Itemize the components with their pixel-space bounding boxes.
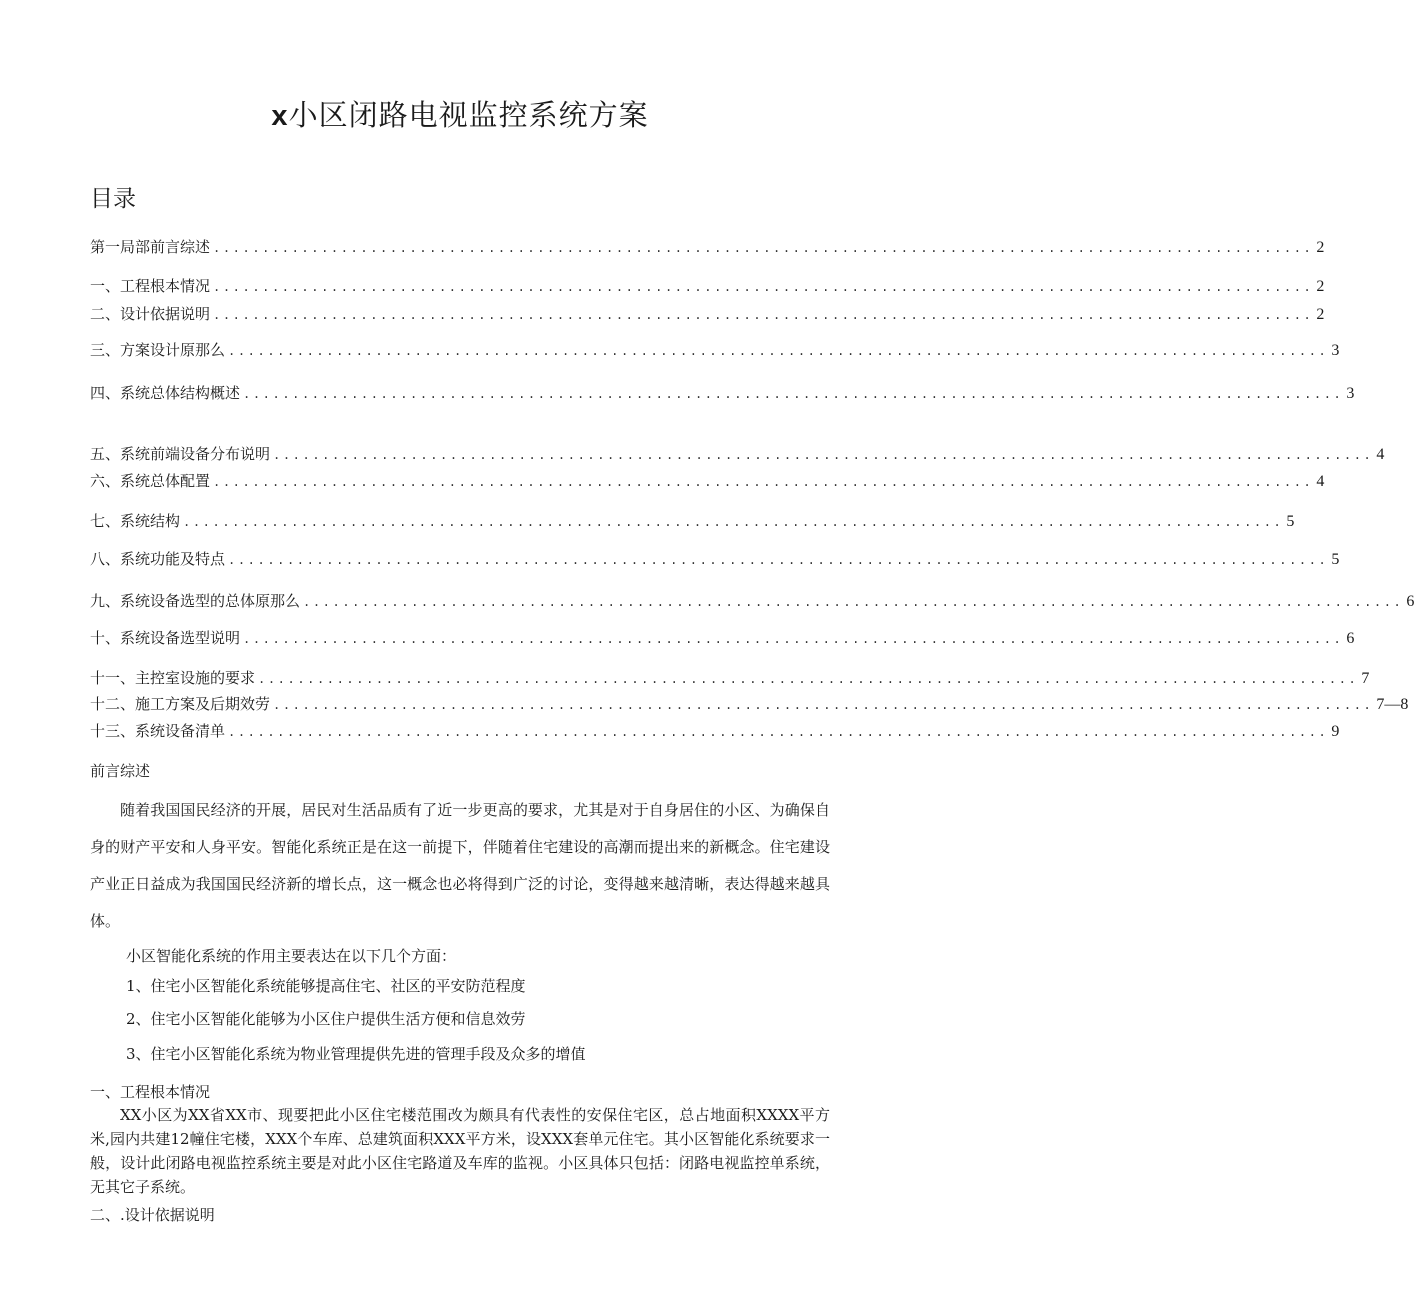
toc-entry-page: 3 — [1331, 342, 1340, 359]
toc-entry[interactable] — [90, 693, 1409, 713]
toc-entry-label: 十二、施工方案及后期效劳 — [90, 695, 271, 713]
toc-entry-page: 2 — [1316, 306, 1325, 323]
toc-leader-dots: ................................................................................................................ — [213, 280, 1314, 294]
toc-entry-label: 十三、系统设备清单 — [90, 722, 226, 740]
toc-leader-dots: ................................................................................................................ — [243, 387, 1344, 401]
toc-entry[interactable] — [90, 236, 1325, 256]
roles-list-item: 3、住宅小区智能化系统为物业管理提供先进的管理手段及众多的增值 — [126, 1045, 586, 1063]
toc-leader-dots: ................................................................................................................ — [228, 725, 1329, 739]
toc-entry-label: 一、工程根本情况 — [90, 277, 211, 295]
toc-entry-label: 三、方案设计原那么 — [90, 341, 226, 359]
toc-entry[interactable] — [90, 548, 1340, 568]
toc-leader-dots: ................................................................................................................ — [213, 241, 1314, 255]
toc-entry-page: 2 — [1316, 278, 1325, 295]
toc-leader-dots: ................................................................................................................ — [228, 553, 1329, 567]
toc-entry[interactable] — [90, 339, 1340, 359]
toc-entry-label: 十、系统设备选型说明 — [90, 629, 241, 647]
toc-leader-dots: ................................................................................................................ — [273, 698, 1374, 712]
toc-entry[interactable] — [90, 590, 1414, 610]
toc-leader-dots: ................................................................................................................ — [243, 632, 1344, 646]
roles-list-item: 2、住宅小区智能化能够为小区住户提供生活方便和信息效劳 — [126, 1010, 526, 1028]
toc-leader-dots: ................................................................................................................ — [273, 448, 1374, 462]
toc-entry[interactable] — [90, 510, 1295, 530]
roles-list-item: 1、住宅小区智能化系统能够提高住宅、社区的平安防范程度 — [126, 977, 526, 995]
toc-entry-page: 6 — [1406, 593, 1414, 610]
toc-entry[interactable] — [90, 443, 1385, 463]
toc-leader-dots: ................................................................................................................ — [228, 344, 1329, 358]
toc-entry-label: 六、系统总体配置 — [90, 472, 211, 490]
toc-entry-label: 五、系统前端设备分布说明 — [90, 445, 271, 463]
toc-heading: 目录 — [90, 186, 136, 212]
preface-paragraph: 随着我国国民经济的开展，居民对生活品质有了近一步更高的要求，尤其是对于自身居住的小区、为确保自身的财产平安和人身平安。智能化系统正是在这一前提下，伴随着住宅建设的高潮而提出来的新概念。住宅建设产业正日益成为我国国民经济新的增长点，这一概念也必将得到广泛的讨论，变得越来越清晰，表达得越来越具体。 — [90, 801, 830, 930]
toc-entry-label: 第一局部前言综述 — [90, 238, 211, 256]
toc-entry-label: 十一、主控室设施的要求 — [90, 669, 256, 687]
toc-entry-page: 3 — [1346, 385, 1355, 402]
toc-leader-dots: ................................................................................................................ — [213, 475, 1314, 489]
toc-leader-dots: ................................................................................................................ — [183, 515, 1284, 529]
project-heading: 一、工程根本情况 — [90, 1083, 211, 1101]
toc-entry[interactable] — [90, 627, 1355, 647]
toc-leader-dots: ................................................................................................................ — [213, 308, 1314, 322]
document-title — [0, 93, 920, 134]
toc-entry-page: 2 — [1316, 239, 1325, 256]
toc-entry-page: 4 — [1316, 473, 1325, 490]
toc-entry-page: 5 — [1286, 513, 1295, 530]
toc-entry-label: 九、系统设备选型的总体原那么 — [90, 592, 301, 610]
roles-intro: 小区智能化系统的作用主要表达在以下几个方面： — [126, 947, 457, 965]
toc-entry-label: 七、系统结构 — [90, 512, 181, 530]
toc-entry-page: 4 — [1376, 446, 1385, 463]
toc-entry-page: 9 — [1331, 723, 1340, 740]
toc-entry-label: 四、系统总体结构概述 — [90, 384, 241, 402]
toc-entry-label: 八、系统功能及特点 — [90, 550, 226, 568]
project-paragraph: XX小区为XX省XX市、现要把此小区住宅楼范围改为颇具有代表性的安保住宅区，总占地面积XXXX平方米,园内共建12幢住宅楼，XXX个车库、总建筑面积XXX平方米，设XXX套单元住宅。其小区智能化系统要求一般，设计此闭路电视监控系统主要是对此小区住宅路道及车库的监视。小区具体只包括：闭路电视监控单系统，无其它子系统。 — [90, 1106, 830, 1196]
basis-heading: 二、.设计依据说明 — [90, 1206, 215, 1224]
toc-leader-dots: ................................................................................................................ — [258, 672, 1359, 686]
toc-entry[interactable] — [90, 275, 1325, 295]
toc-entry-label: 二、设计依据说明 — [90, 305, 211, 323]
toc-entry-page: 7 — [1361, 670, 1370, 687]
toc-entry-page: 7—8 — [1376, 696, 1409, 713]
title-prefix: x — [271, 100, 289, 132]
toc-entry[interactable] — [90, 720, 1340, 740]
toc-entry[interactable] — [90, 667, 1370, 687]
preface-heading: 前言综述 — [90, 762, 151, 780]
toc-entry-page: 5 — [1331, 551, 1340, 568]
toc-entry[interactable] — [90, 470, 1325, 490]
title-main: 小区闭路电视监控系统方案 — [288, 98, 649, 132]
toc-entry[interactable] — [90, 382, 1355, 402]
toc-entry-page: 6 — [1346, 630, 1355, 647]
toc-leader-dots: ................................................................................................................ — [303, 595, 1404, 609]
toc-entry[interactable] — [90, 303, 1325, 323]
